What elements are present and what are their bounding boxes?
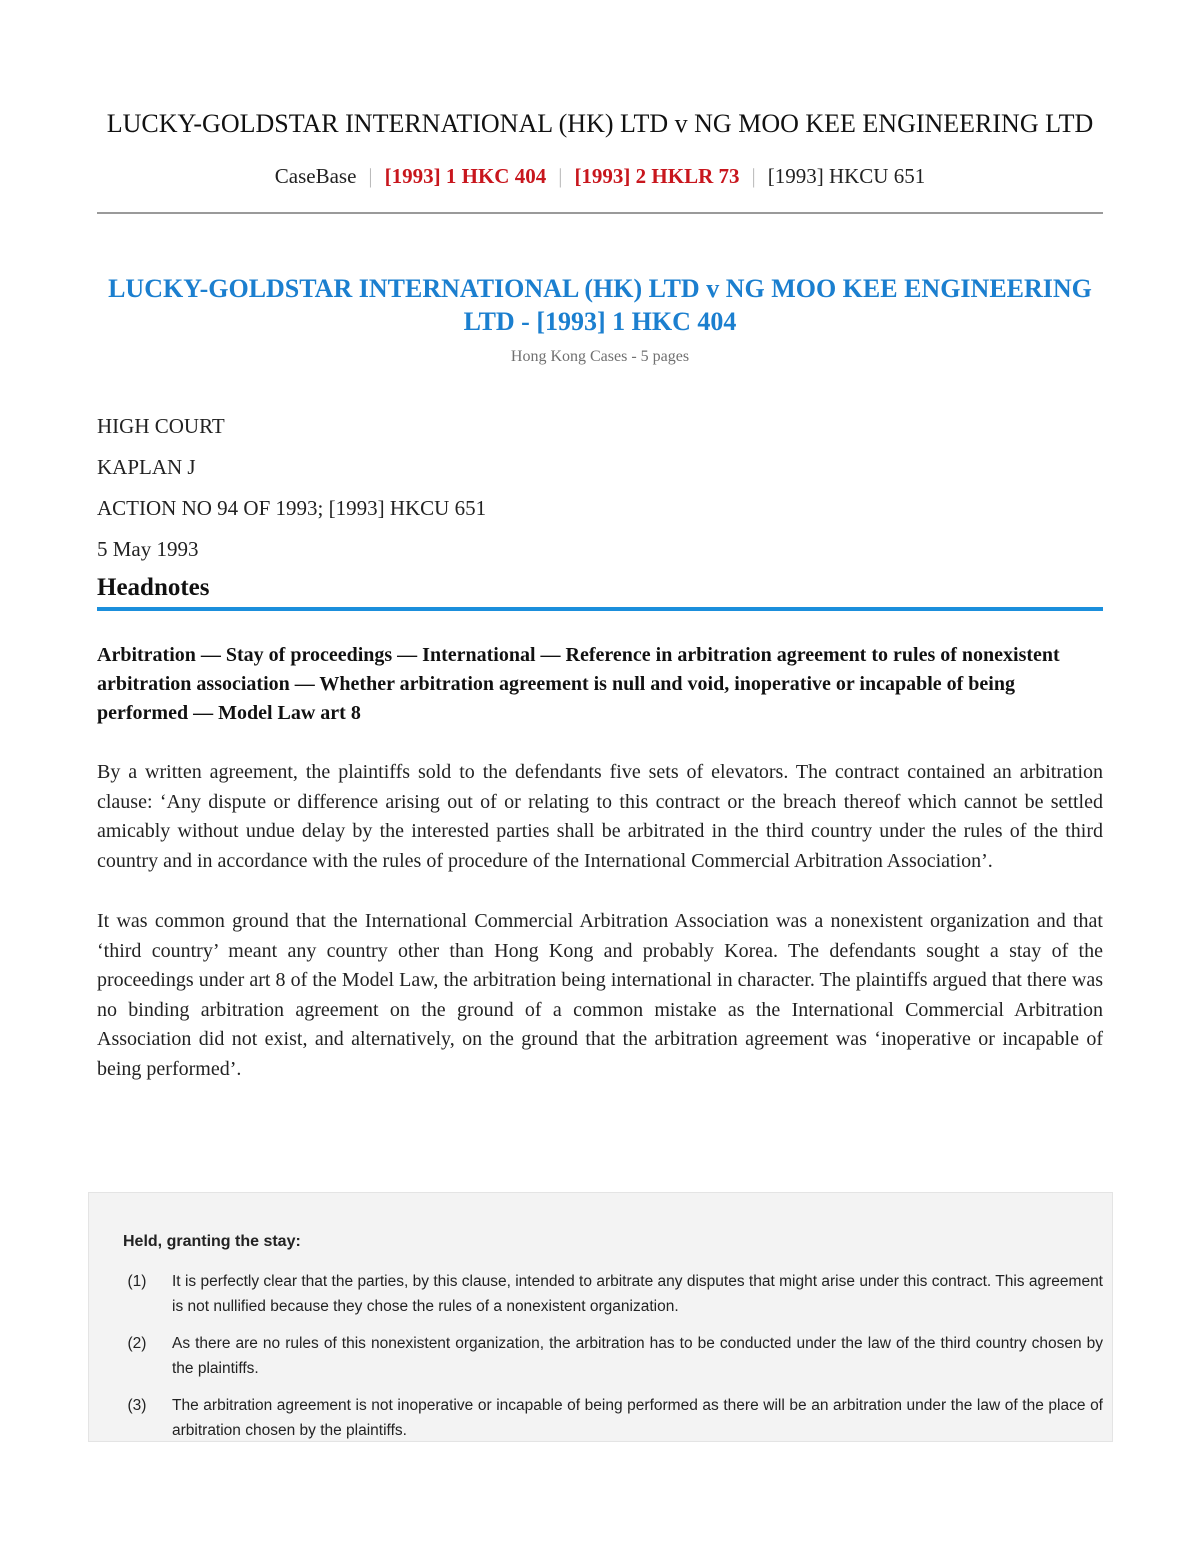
case-subtitle: Hong Kong Cases - 5 pages: [510, 348, 690, 365]
judgment-date: 5 May 1993: [97, 537, 199, 561]
citation-link-hklr[interactable]: [1993] 2 HKLR 73: [574, 164, 740, 188]
held-item-number: (2): [127, 1335, 147, 1352]
citation-separator: |: [368, 164, 373, 188]
citation-separator: |: [558, 164, 563, 188]
held-item-text: It is perfectly clear that the parties, by this clause, intended to arbitrate any disputes that might arise under this contract. This agreement is not nullified because they chose the rules of a nonexistent organization.: [172, 1273, 1103, 1315]
document-page: [97, 0, 1103, 1084]
held-item: [113, 1331, 1103, 1381]
judge-name: KAPLAN J: [97, 455, 196, 479]
held-box: [88, 1192, 1113, 1442]
source-label: CaseBase: [274, 164, 357, 188]
action-number: ACTION NO 94 OF 1993; [1993] HKCU 651: [97, 496, 487, 520]
held-item-text: The arbitration agreement is not inoperative or incapable of being performed as there will be an arbitration under the law of the place of arbitration chosen by the plaintiffs.: [172, 1397, 1103, 1439]
held-item: [113, 1393, 1103, 1443]
citation-link-hkc[interactable]: [1993] 1 HKC 404: [384, 164, 547, 188]
held-item-text: As there are no rules of this nonexistent organization, the arbitration has to be conducted under the law of the third country chosen by the plaintiffs.: [172, 1335, 1103, 1377]
case-title: LUCKY-GOLDSTAR INTERNATIONAL (HK) LTD v NG MOO KEE ENGINEERING LTD - [1993] 1 HKC 404: [108, 274, 1092, 336]
held-item-number: (1): [127, 1273, 147, 1290]
headnote-paragraph: It was common ground that the International Commercial Arbitration Association was a nonexistent organization and that ‘third country’ meant any country other than Hong Kong and probably Korea. The defendants sought a stay of the proceedings under art 8 of the Model Law, the arbitration being international in character. The plaintiffs argued that there was no binding arbitration agreement on the ground of a common mistake as the International Commercial Arbitration Association did not exist, and alternatively, on the ground that the arbitration agreement was ‘inoperative or incapable of being performed’.: [97, 910, 1103, 1080]
held-item-number: (3): [127, 1397, 147, 1414]
citation-hkcu: [1993] HKCU 651: [767, 164, 926, 188]
citation-bar: [97, 164, 1103, 189]
held-list: [113, 1269, 1103, 1455]
header-divider: [97, 212, 1103, 214]
court-name: HIGH COURT: [97, 414, 225, 438]
citation-separator: |: [751, 164, 756, 188]
document-title: LUCKY-GOLDSTAR INTERNATIONAL (HK) LTD v NG MOO KEE ENGINEERING LTD: [106, 109, 1094, 138]
headnote-paragraph: By a written agreement, the plaintiffs sold to the defendants five sets of elevators. The contract contained an arbitration clause: ‘Any dispute or difference arising out of or relating to this contract or the breach thereof which cannot be settled amicably without undue delay by the interested parties shall be arbitrated in the third country under the rules of the third country and in accordance with the rules of procedure of the International Commercial Arbitration Association’.: [97, 761, 1103, 872]
held-title: Held, granting the stay:: [123, 1233, 301, 1250]
held-item: [113, 1269, 1103, 1319]
catchwords: Arbitration — Stay of proceedings — International — Reference in arbitration agreement to rules of nonexistent arbitration association — Whether arbitration agreement is null and void, inoperative or incapable of being performed — Model Law art 8: [97, 644, 1060, 724]
headnotes-heading: Headnotes: [97, 573, 1103, 611]
